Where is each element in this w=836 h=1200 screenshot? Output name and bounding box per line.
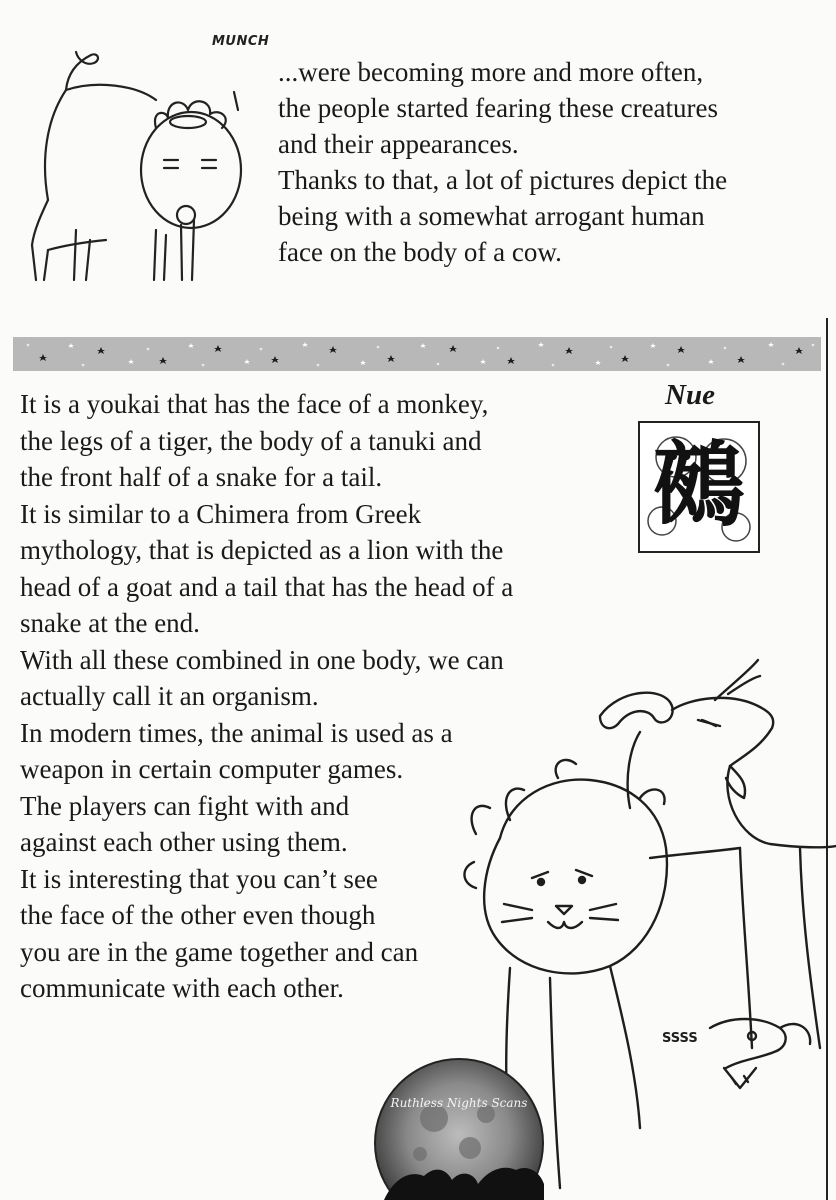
text-line: being with a somewhat arrogant human [278,201,705,231]
text-line: In modern times, the animal is used as a [20,717,453,748]
star-divider [13,337,821,371]
munch-sound-effect: MUNCH [212,34,270,49]
text-line: It is interesting that you can’t see [20,863,378,894]
text-line: you are in the game together and can [20,936,419,967]
nue-kanji: 鵺 [652,432,745,539]
text-line: mythology, that is depicted as a lion with the [20,535,504,565]
text-line: actually call it an organism. [20,681,319,711]
text-line: Thanks to that, a lot of pictures depict the [278,165,728,195]
text-line: ...were becoming more and more often, [278,57,704,87]
text-line: It is similar to a Chimera from Greek [20,498,422,529]
text-line: With all these combined in one body, we can [20,644,504,675]
intro-paragraph [278,54,828,270]
text-line: head of a goat and a tail that has the head of a [20,571,514,602]
text-line: against each other using them. [20,827,348,857]
text-line: snake at the end. [20,608,200,638]
snake-hiss-text: SSSS [662,1031,698,1046]
text-line: and their appearances. [278,129,519,159]
nue-title: Nue [665,379,715,411]
nue-kanji-box [638,421,760,553]
text-line: the legs of a tiger, the body of a tanuki and [20,425,482,456]
text-line: communicate with each other. [20,973,344,1003]
text-line: weapon in certain computer games. [20,754,404,784]
watermark-text: Ruthless Nights Scans [390,1096,528,1110]
text-line: the people started fearing these creatures [278,93,719,123]
text-line: face on the body of a cow. [278,237,562,267]
text-line: the face of the other even though [20,900,376,930]
text-line: the front half of a snake for a tail. [20,462,383,492]
cow-illustration [6,30,276,292]
star-pattern [13,337,821,371]
text-line: The players can fight with and [20,790,350,821]
text-line: It is a youkai that has the face of a monkey, [20,389,489,419]
logo-text-wrapper [374,1058,544,1200]
